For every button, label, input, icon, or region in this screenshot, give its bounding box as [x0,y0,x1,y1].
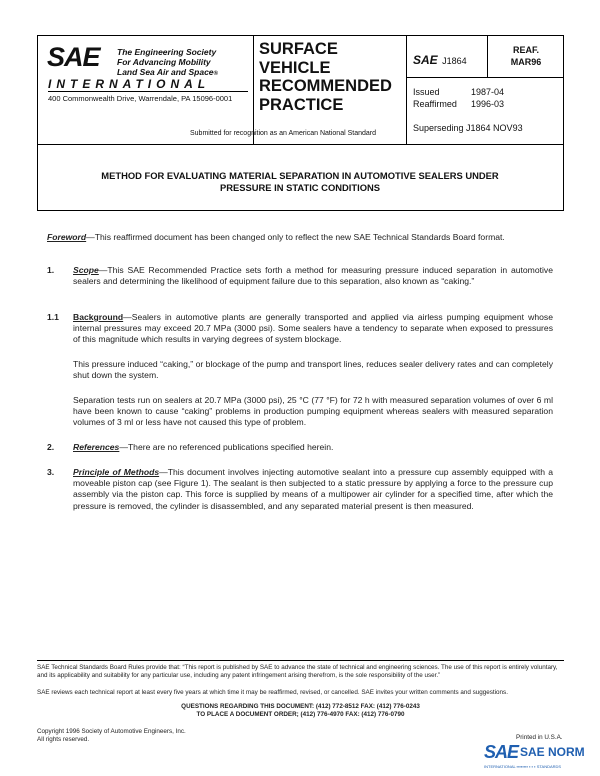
society-name: The Engineering Society For Advancing Mobility Land Sea Air and Space® [117,47,218,77]
doc-sae-logo: SAE [413,53,438,67]
sae-logo: SAE [47,42,100,72]
superseding: Superseding J1864 NOV93 [413,123,523,133]
section-2-num: 2. [47,442,55,452]
section-2: References—There are no referenced publications specified herein. [73,442,334,452]
section-1-1-para-2: This pressure induced “caking,” or blockage of the pump and transport lines, reduces sealer delivery rates and can completely shut down the system. [73,359,553,381]
international-wordmark: INTERNATIONAL [48,77,211,91]
document-title: METHOD FOR EVALUATING MATERIAL SEPARATION IN AUTOMOTIVE SEALERS UNDER PRESSURE IN STATIC CONDITIONS [101,170,499,193]
section-1-num: 1. [47,265,55,275]
foreword: Foreword—This reaffirmed document has been changed only to reflect the new SAE Technical Standards Board format. [47,232,505,242]
watermark-subtext: INTERNATIONAL ▪▪▪▪▪▪▪▪ ▪ ▪ ▪ STANDARDS [484,764,562,769]
footer-rule [37,660,564,661]
issue-dates: Issued 1987-04 Reaffirmed 1996-03 [413,87,505,109]
reaf-block: REAF. MAR96 [510,45,542,67]
printed-in: Printed in U.S.A. [516,734,563,741]
doc-type: SURFACE VEHICLE RECOMMENDED PRACTICE [259,40,392,114]
footer-policy-1: SAE Technical Standards Board Rules provide that: “This report is published by SAE to advance the state of technical and engineering sciences. The use of this report is entirely voluntary, and its applicability and suitability for any particular use, including any patent infringement arising therefrom, is the sole responsibility of the user.” [37,664,558,679]
sae-norm-watermark [480,742,600,776]
section-1-1-num: 1.1 [47,312,59,322]
section-1-1: Background—Sealers in automotive plants are generally transported and applied via airless pumping equipment whose internal pressures may exceed 20.7 MPa (3000 psi). Some sealers have a tendency to separate when exposed to pressures of this magnitude which results in varying degrees of system blockage. [73,312,553,345]
section-3-num: 3. [47,467,55,477]
watermark-norm-text: SAE NORM [520,745,585,759]
footer-policy-2: SAE reviews each technical report at least every five years at which time it may be reaffirmed, revised, or cancelled. SAE invites your written comments and suggestions. [37,689,508,696]
submitted-note: Submitted for recognition as an American National Standard [190,130,376,137]
watermark-sae-mark: SAE [484,742,519,762]
header-divider-h [406,77,564,78]
section-3: Principle of Methods—This document involves injecting automotive sealant into a pressure cup assembly equipped with a moveable piston cap (see Figure 1). The sealant is then subjected to a static pressure by applying a force to the pressure cup assembly via the piston cap. This force is supplied by means of a multipower air cylinder for a specified time, after which the pressure is removed, the cylinder is disassembled, and any separated material present is then measured. [73,467,553,511]
intl-underline [48,91,248,92]
copyright: Copyright 1996 Society of Automotive Engineers, Inc. All rights reserved. [37,728,186,743]
address: 400 Commonwealth Drive, Warrendale, PA 15096-0001 [48,94,233,103]
header-divider-2 [406,35,407,145]
header-divider-1 [253,35,254,145]
doc-number: SAE J1864 [413,53,467,67]
section-1-1-para-3: Separation tests run on sealers at 20.7 MPa (3000 psi), 25 °C (77 °F) for 72 h with measured separation volumes of over 6 ml have been known to cause “caking” problems in production pumping equipment whereas sealers with measured separation volumes of 3 ml or less have not caused this type of problem. [73,395,553,428]
footer-contacts: QUESTIONS REGARDING THIS DOCUMENT: (412) 772-8512 FAX: (412) 776-0243 TO PLACE A DOCUMENT ORDER; (412) 776-4970 FAX: (412) 776-0790 [181,703,420,718]
section-1: Scope—This SAE Recommended Practice sets forth a method for measuring pressure induced separation in automotive sealers and determining the likelihood of equipment failure due to this separation, also known as “caking.” [73,265,553,287]
